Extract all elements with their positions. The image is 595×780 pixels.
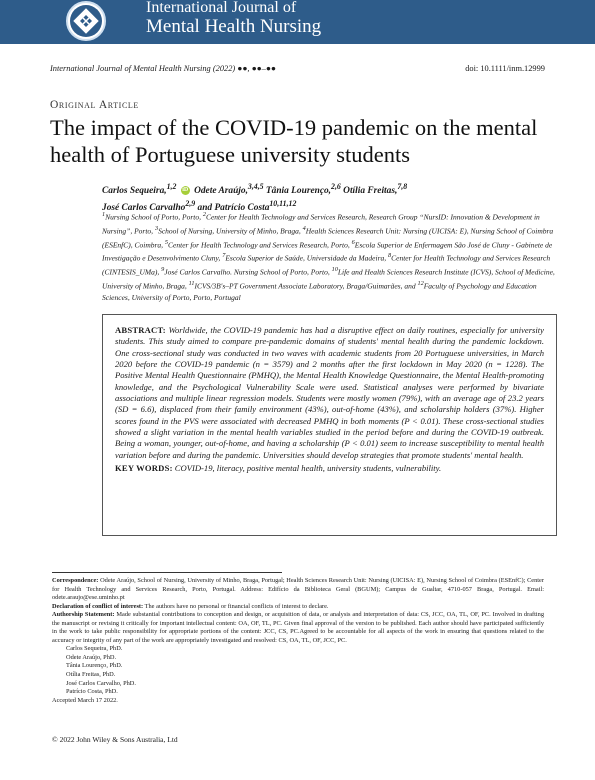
copyright: © 2022 John Wiley & Sons Australia, Ltd (52, 735, 178, 744)
footnotes (52, 577, 544, 705)
affiliations (102, 209, 557, 303)
author-affiliation-sup: 7,8 (397, 182, 408, 191)
abstract-text: Worldwide, the COVID-19 pandemic has had a disruptive effect on daily routines, especially for university students. This study aimed to compare pre-pandemic domains of students' mental health during the pandemic lockdown. One cross-sectional study was conducted in two waves with academic students from 20 Portuguese universities, in March 2020 before the COVID-19 pandemic (n = 3579) and 2 months after the first lockdown in May 2020 (n = 1228). The Positive Mental Health Questionnaire (PMHQ), the Mental Health Knowledge Questionnaire, the Mental Health-promoting knowledge, and the Psychological Vulnerability Scale were used. Statistical analyses were performed by bivariate associations and multiple linear regression models. Students were mostly women (79%), with an average age of 23.2 years (SD = 6.6), displaced from their family environment (43%), out-of-home (43%), and scholarship holders (37%). Higher scores found in the PVS were associated with decreased PMHQ in both moments (P < 0.01). These cross-sectional studies showed a slight variation in the mental health variables studied in the period before and during the COVID-19 outbreak. Being a woman, younger, out-of-home, and having a scholarship (P < 0.01) seem to increase susceptibility to mental health variation before and during the pandemic. Universities should develop strategies that promote students' mental health. (115, 325, 544, 460)
keywords-label: KEY WORDS: (115, 463, 173, 474)
affiliation-text: Center for Health Technology and Services Research (CINTESIS_UMa), (102, 253, 551, 277)
affiliation-sup: 8 (388, 252, 392, 260)
affiliation-sup: 7 (222, 252, 226, 260)
article-type: Original Article (50, 99, 139, 111)
journal-name-line2: Mental Health Nursing (146, 15, 322, 37)
authorship-label: Authorship Statement: (52, 611, 115, 619)
affiliation-sup: 4 (302, 224, 306, 232)
author-affiliation-sup: 1,2 (166, 182, 177, 191)
author-name[interactable]: Odete Araújo, (194, 186, 248, 197)
author-degree-list (66, 645, 544, 696)
conflict-note (52, 603, 544, 612)
author-degree: Otília Freitas, PhD. (66, 671, 116, 679)
keywords (115, 463, 544, 474)
affiliation-sup: 11 (188, 279, 195, 287)
correspondence-text: Odete Araújo, School of Nursing, University of Minho, Braga, Portugal; Health Sciences Research Unit: Nursing (UICISA: E), Nursing School of Coimbra (ESEnfC); Center for Health Technology and Services Research, Porto, Portugal. Address: Edifício da Biblioteca Geral (BGUM); Campus de Gualtar, 4710-057 Braga, Portugal. Email: odete.araujo@ese.uminho.pt (52, 577, 544, 602)
affiliation-sup: 5 (164, 238, 169, 246)
author-degree: José Carlos Carvalho, PhD. (66, 679, 136, 687)
affiliation-sup: 3 (154, 224, 159, 232)
conflict-label: Declaration of conflict of interest: (52, 602, 144, 610)
affiliation-text: Escola Superior de Enfermagem São José de Cluny - Gabinete de Investigação e Desenvolvimento Cluny, (102, 240, 553, 263)
affiliation-text: Life and Health Sciences Research Institute (ICVS), School of Medicine, University of Minho, Braga, (102, 267, 555, 291)
correspondence-note (52, 577, 544, 603)
footnote-divider (52, 572, 282, 573)
affiliation-sup: 6 (351, 238, 355, 246)
authorship-note (52, 611, 544, 645)
author-conjunction: and (197, 202, 213, 213)
author-affiliation-sup: 10,11,12 (269, 198, 297, 208)
doi-link[interactable]: doi: 10.1111/inm.12999 (465, 64, 545, 73)
correspondence-label: Correspondence: (52, 577, 99, 584)
author-name[interactable]: Carlos Sequeira, (102, 186, 167, 197)
affiliation-text: Center for Health Technology and Services Research, Porto, (168, 240, 352, 250)
affiliation-text: Nursing School of Porto, Porto, (105, 212, 203, 222)
abstract-label: ABSTRACT: (115, 325, 166, 335)
affiliation-text: Faculty of Psychology and Education Sciences, University of Porto, Porto, Portugal (102, 281, 537, 302)
orcid-icon[interactable]: iD (182, 187, 189, 194)
author-affiliation-sup: 3,4,5 (247, 182, 264, 191)
author-affiliation-sup: 2,6 (331, 182, 341, 191)
affiliation-sup: 12 (417, 279, 424, 287)
affiliation-text: Escola Superior de Saúde, Universidade da Madeira, (225, 253, 388, 263)
conflict-text: The authors have no personal or financial conflicts of interest to declare. (144, 602, 329, 610)
authorship-text: Made substantial contributions to conception and design, or acquisition of data, or analysis and interpretation of data: CS, JCC, OA, TL, OF, PC. Involved in drafting the manuscript or revising it critically for important intellectual content: OA, OF, TL, PC. Given final approval of the version to be published. Each author should have participated sufficiently in the work to take public responsibility for appropriate portions of the content: JCC, CS, PC.Agreed to be accountable for all aspects of the work in ensuring that questions related to the accuracy or integrity of any part of the work are appropriately investigated and resolved: CS, OA, TL, OF, JCC, PC. (52, 611, 544, 644)
affiliation-text: José Carlos Carvalho. Nursing School of Porto, Porto, (164, 267, 332, 277)
author-name[interactable]: José Carlos Carvalho (102, 202, 186, 213)
accepted-date: Accepted March 17 2022. (52, 696, 118, 704)
affiliation-text: ICVS/3B's–PT Government Associate Laboratory, Braga/Guimarães, and (194, 281, 418, 291)
journal-citation: International Journal of Mental Health Nursing (2022) ●●, ●●–●● (50, 64, 276, 73)
journal-logo-icon (66, 1, 106, 41)
abstract-box (102, 314, 557, 536)
author-degree: Patrício Costa, PhD. (66, 688, 118, 696)
author-degree: Odete Araújo, PhD. (66, 653, 117, 661)
author-name[interactable]: Tânia Lourenço, (265, 186, 332, 197)
journal-emblem-icon (68, 3, 104, 39)
affiliation-text: Center for Health Technology and Services Research, Research Group “NursID: Innovation & Development in Nursing”, Porto, (102, 212, 540, 236)
author-affiliation-sup: 2,9 (185, 198, 196, 208)
author-name[interactable]: Patrício Costa (214, 202, 270, 213)
affiliation-sup: 2 (202, 211, 206, 218)
keywords-text: COVID-19, literacy, positive mental health, university students, vulnerability. (174, 463, 442, 474)
journal-name-line1: International Journal of (146, 0, 297, 16)
affiliation-text: Health Sciences Research Unit: Nursing (UICISA: E), Nursing School of Coimbra (ESEnfC), Coimbra, (102, 226, 554, 250)
author-degree: Tânia Lourenço, PhD. (66, 662, 123, 670)
affiliation-sup: 10 (331, 266, 338, 274)
abstract (115, 325, 544, 461)
affiliation-sup: 9 (161, 266, 165, 274)
affiliation-text: School of Nursing, University of Minho, Braga, (158, 226, 303, 236)
author-degree: Carlos Sequeira, PhD. (66, 645, 123, 653)
journal-name (146, 0, 321, 37)
author-name[interactable]: Otília Freitas, (343, 186, 398, 197)
journal-banner (0, 0, 595, 44)
article-title: The impact of the COVID-19 pandemic on the mental health of Portuguese university students (50, 115, 538, 167)
affiliation-sup: 1 (102, 211, 106, 218)
